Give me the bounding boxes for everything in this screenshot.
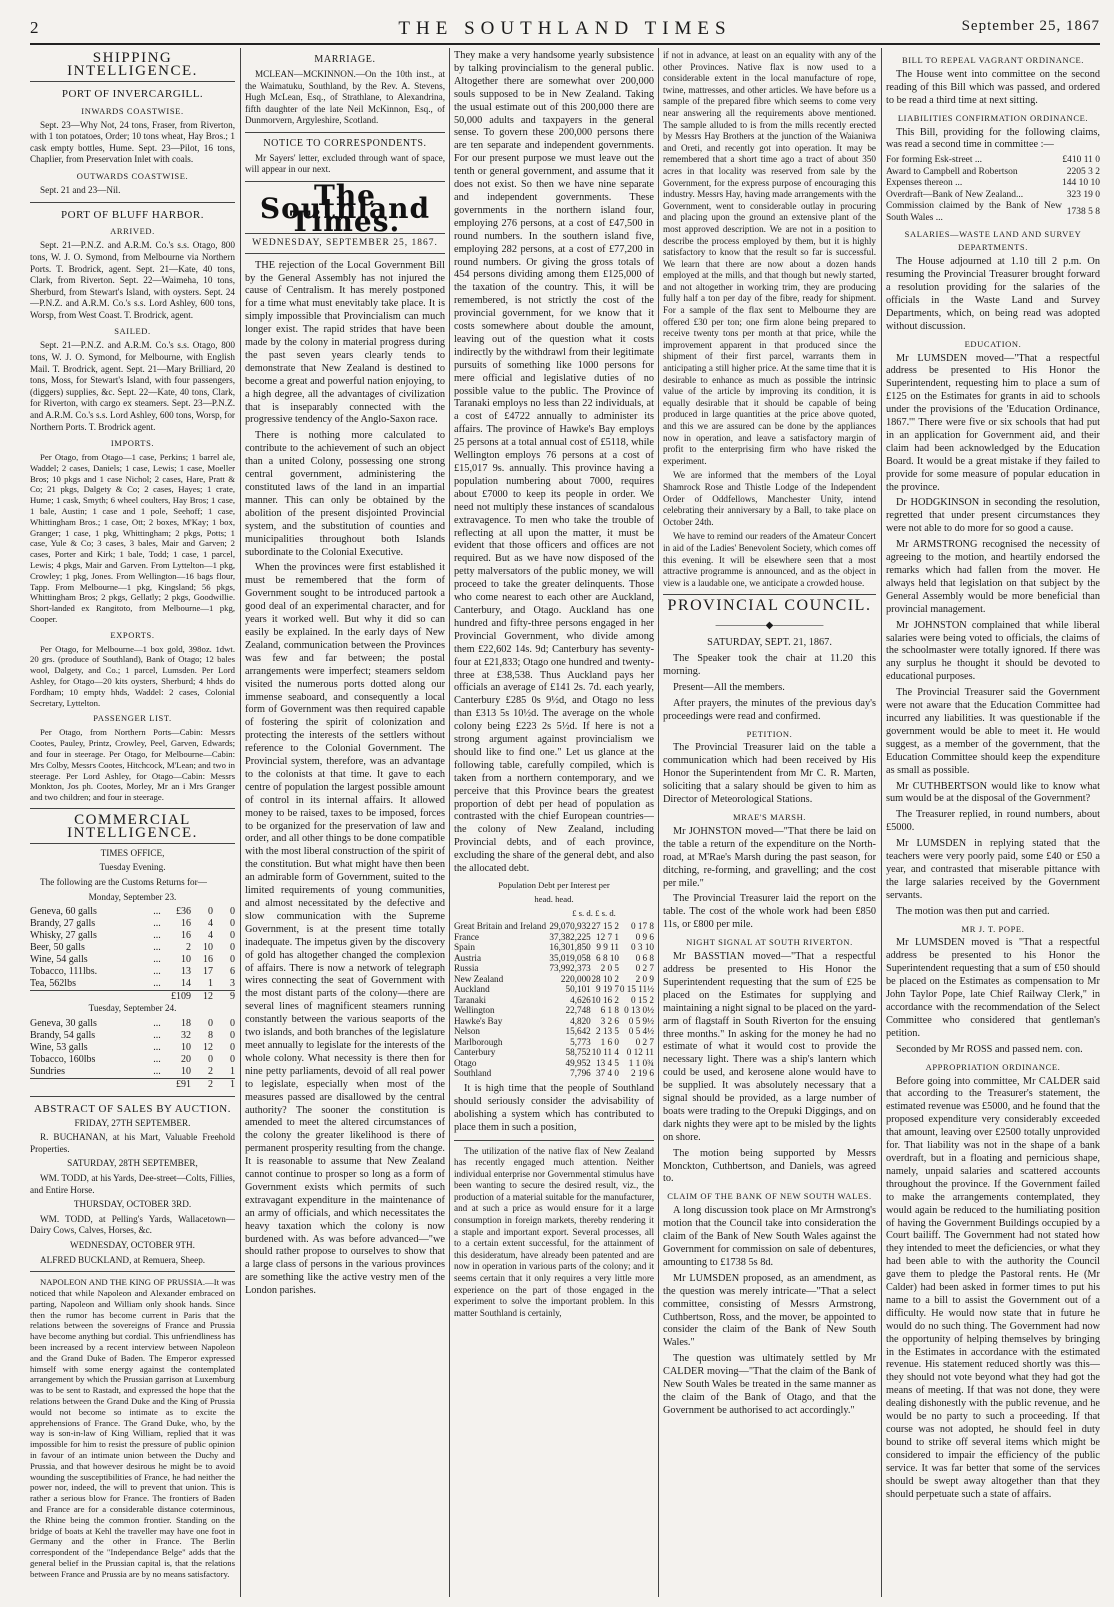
country-name: Spain: [454, 942, 475, 953]
country-name: Southland: [454, 1068, 492, 1079]
issue-date: September 25, 1867: [961, 18, 1100, 34]
column-divider: [881, 48, 882, 1597]
council-paragraph: Present—All the members.: [673, 681, 785, 693]
customs-item: Wine, 54 galls: [30, 954, 88, 966]
editorial-paragraph: They make a very handsome yearly subsistence by talking provincialism to the general public. Altogether there are somewhat over 200,000 souls supposed to be in New Zealand. Taking the usual estimate out of this 200,000 there are 50,000 adults and taxpayers in the general sense. To govern these 200,000 persons there are ten separate and independent governments. For our present purpose we must leave out the tenth or general government, and assume that it does not exist. So then we have nine separate and independent governments. These governments in the northern island four, employing 276 persons, at a cost of £47,500 in round numbers. In the southern island five, employing 282 persons, at a cost of £77,200 in round numbers. Or giving the gross totals of 454 persons dividing among them £125,000 of the taxation of the country. This, it will be remembered, is not strictly the cost of the provincial government, for we know that it costs somewhere about double the amount, leaving out of the question what it costs indirectly by the withdrawl from their legitimate pursuits of something like 1000 persons for mere official and legislative duties of no possible value to the public. The Province of Taranaki employs no less than 22 individuals, at a cost of £4722 annually to administer its affairs. The province of Hawke's Bay employs 25 persons at a total annual cost of £5118, while Wellington employs 76 persons at a cost of £15,017 9s. annually. This province having a population numbering about 7000, requires about £7000 to keep its people in order. We need not multiply these instances of scandalous extravagence. To men who take the trouble of reflecting at all upon the matter, it must be evident that those officers and offices are not required. But as we have now disposed of the petty malversators of the public money, we will proceed to take the greater delinquents. Those who come nearest to each other are Auckland, Canterbury, and Otago. Auckland has one hundred and fifty-three persons engaged in her Provincial Government, who divide among them £22,602 14s. 9d; Canterbury has seventy-four at £21,833; Otago one hundred and twenty-three at £38,538. Thus Auckland pays her officials an average of £141 2s. 7d. each yearly, Canterbury £285 0s 9½d, and Otago no less than £313 5s 10½d. The average on the whole colony being £223 2s 5½d. If here is not a strong argument against provincialism we should like to find one." Let us glance at the following table, carefully compiled, which is taken from a northern contemporary, and we perceive that this Province bears the greatest proportion of debt per head of population as contrasted with the chief European countries—the colony of New Zealand, including Provincial debts, and of each province, excluding the share of the general debt, and also the allocated debt.: [454, 50, 654, 875]
debt-per-head: 10 11 4: [591, 1047, 620, 1058]
pounds: 16: [181, 930, 191, 942]
flax-article: The utilization of the native flax of New Zealand has recently engaged much attention. Neither individual enterprise nor Governmental stimulus have been wanting to secure the desired result, viz., the production of a material suitable for the manufacturer, and at such a price as would ensure for it a large consumption in foreign markets, thereby rendering it a staple and important export. Several processes, all to a certain extent successful, for the attainment of this desideratum, have already been patented and are now in operation in various parts of the colony; and it seems certain that it only requires a very little more experience on the part of those engaged in the experiment to solve the important problem. In this matter Southland is certainly,: [454, 1145, 654, 1318]
customs-row: [30, 1066, 235, 1079]
divider: [30, 1271, 235, 1272]
shillings: 0: [208, 1053, 213, 1065]
leader-dots: ...: [153, 966, 161, 978]
council-paragraph: Mr LUMSDEN proposed, as an amendment, as the question was merely intricate—"That a select committee, consisting of Messrs Armstrong, Cuthbertson, Ross, and the mover, be appointed to consider the claim of the Bank of New South Wales.": [663, 1272, 876, 1349]
total-pence: 1: [213, 1078, 235, 1091]
council-paragraph: The Treasurer replied, in round numbers, about £5000.: [886, 809, 1100, 834]
ledger-row: [886, 190, 1100, 202]
total-spacer: [30, 991, 145, 1004]
masthead: [30, 18, 1100, 40]
liabilities-table: [886, 155, 1100, 224]
shillings: 1: [208, 978, 213, 990]
shillings: 4: [208, 930, 213, 942]
interest-per-head: 0 15 2: [631, 994, 654, 1005]
interest-per-head: 0 2 7: [635, 1036, 654, 1047]
council-paragraph: Mr ARMSTRONG recognised the necessity of agreeing to the motion, and heartily endorsed the remarks which had fallen from the mover. He always held that legislation on that subject by the General Assembly would be more beneficial than provincial management.: [886, 539, 1100, 615]
leader-dots: ...: [153, 1053, 161, 1065]
leader-dots: ...: [153, 1065, 161, 1077]
customs-item: Tea, 562lbs: [30, 978, 76, 990]
interest-per-head: 0 9 6: [635, 931, 654, 942]
divider: [663, 594, 876, 595]
debt-per-head: 12 7 1: [596, 931, 620, 942]
paragraph: Sept. 23—Why Not, 24 tons, Fraser, from Riverton, with 1 ton potatoes, Order; 10 tons wheat, Hay Bros.; 1 cask empty bottles, Hume. Sept. 23—Pilot, 16 tons, Chaplier, from Preservation Inlet with coals.: [30, 119, 235, 165]
pounds: 14: [181, 978, 191, 990]
country-name: Taranaki: [454, 994, 487, 1005]
column-1: [30, 50, 235, 1597]
pence: 1: [230, 1065, 235, 1077]
debt-row: [454, 953, 654, 964]
notice-text: Mr Sayers' letter, excluded through want of space, will appear in our next.: [245, 152, 445, 175]
ledger-row: [886, 201, 1100, 224]
napoleon-article: NAPOLEON AND THE KING OF PRUSSIA.—It was noticed that while Napoleon and Alexander embraced on parting, Napoleon and William only shook hands. Since then the rumor has become current in Paris that the relations between the sovereigns of France and Prussia have become anything but cordial. This unfriendliness has been increased by a recent interview between Napoleon and the Grand Duke of Baden. The Emperor expressed himself with some energy against the contemplated arrangement by which the Prussian garrison at Luxemburg was to be sent to Rastadt, and expressed the hope that the relations between the Grand Duke and the King of Prussia would not become so intimate as to excite the apprehensions of France. The Grand Duke, who, by the way is son-in-law of King William, replied that it was impossible for him to resist the pressure of public opinion in favour of an intimate union between the Duchy and Prussia, and that however desirous he might be to avoid wounding the susceptibilities of France, he had neither the power nor, indeed, the will to prevent that union. This is rather a serious blow for France. The frontiers of Baden and France are for a considerable distance coterminous, the Rhine being the common frontier. Standing on the bridge of boats at Kehl the traveller may have one foot in Germany and the other in France. The Berlin correspondent of the "Independance Belge" adds that the general belief in the Prussian capital is, that the relations between France and Prussia are by no means satisfactory.: [30, 1277, 235, 1579]
ledger-item: Overdraft—Bank of New Zealand...: [886, 189, 1024, 200]
pence: 0: [230, 942, 235, 954]
paragraph: Per Otago, from Otago—1 case, Perkins; 1 barrel ale, Waddel; 2 cases, Daniels; 1 case, Lewis; 1 case, Moeller Bros; 10 pkgs and 1 case Nichol; 2 cases, Hare, Pratt & Co; 21 pkgs, Dalgety & Co; 2 cases, Hayes; 1 crate, Hume; 1 cask, Smyth; 6 wheel coulters, Hay Bros; 1 case, 1 bale, Austin; 1 case and 1 pole, Seehoff; 1 case, Whittingham Bros.; 1 case, Ott; 2 boxes, M'Kay; 1 box, Granger; 1 case, 1 pkg, Whittingham; 2 pkgs, Potts; 1 case, Yule & Co; 3 cases, 3 bales, Mair and Garven; 2 cases, Porter and Kirk; 1 bale, Todd; 1 case, 1 parcel, Lewis; 4 pkgs, Mair and Garven. From Lyttelton—1 pkg, Crowley; 1 pkg, Jones. From Wellington—16 bags flour, Tapp. From Melbourne—1 pkg, Kingsland; 56 pkgs, Whittingham Bros; 2 pkgs, Gellatly; 2 pkgs, Goodwillie. Short-landed ex Rangitoto, from Melbourne—1 pkg, Cooper.: [30, 452, 235, 624]
caption: PASSENGER LIST.: [93, 713, 172, 724]
caption: SALARIES—WASTE LAND AND SURVEY DEPARTMENTS.: [904, 229, 1082, 253]
ball-notice: We are informed that the members of the Loyal Shamrock Rose and Thistle Lodge of the Independent Order of Oddfellows, Manchester Unity, intend celebrating their anniversary by a Ball, to take place on October 24th.: [663, 470, 876, 527]
total-spacer: [145, 1078, 169, 1091]
debt-per-head: 2 13 5: [596, 1026, 620, 1037]
caption: EXPORTS.: [110, 629, 155, 640]
column-3: [454, 50, 654, 1597]
table-units: £ s. d. £ s. d.: [572, 907, 616, 918]
council-paragraph: Mr LUMSDEN moved is "That a respectful address be presented to his Honor the Superintendent requesting that a sum of £50 should be placed on the Estimates as compensation to Mr John Taylor Pope, late Chief Railway Clerk," in accordance with the recommendation of the Select Committee who considered that gentleman's petition.: [886, 937, 1100, 1039]
customs-item: Geneva, 60 galls: [30, 906, 97, 918]
council-paragraph: The House went into committee on the second reading of this Bill which was passed, and ordered to be read a third time at next sitting.: [886, 68, 1100, 106]
customs-item: Whisky, 27 galls: [30, 930, 97, 942]
council-paragraph: Mr JOHNSTON complained that while liberal salaries were being voted to officials, the claims of the schoolmaster were totally ignored. If there was any surplus he thought it should be devoted to educational purposes.: [886, 619, 1100, 683]
auction-list: [30, 1118, 235, 1267]
auction-day: WEDNESDAY, OCTOBER 9TH.: [70, 1239, 195, 1250]
customs-item: Brandy, 54 galls: [30, 1029, 96, 1041]
customs-item: Brandy, 27 galls: [30, 918, 96, 930]
editorial-paragraph: There is nothing more calculated to contribute to the achievement of such an object than a united Colony, possessing one strong central government, administering the constituted laws of the land in an impartial manner. This can only be obtained by the abolition of the present disjointed Provincial system, and the substitution of counties and municipalities throughout both Islands subordinate to the Colonial Executive.: [245, 430, 445, 558]
debt-per-head: 9 9 11: [596, 942, 620, 953]
ledger-row: [886, 167, 1100, 179]
leader-dots: ...: [153, 918, 161, 930]
caption: IMPORTS.: [110, 438, 155, 449]
customs-row: [30, 930, 235, 942]
caption: EDUCATION.: [964, 338, 1022, 349]
population: 29,070,932: [549, 921, 591, 932]
customs-item: Wine, 53 galls: [30, 1041, 88, 1053]
population: 7,796: [570, 1068, 591, 1079]
debt-row: [454, 974, 654, 985]
ledger-amount: 323 19 0: [1066, 189, 1100, 200]
customs-row: [30, 954, 235, 966]
interest-per-head: 2 0 9: [635, 973, 654, 984]
pounds: 13: [181, 966, 191, 978]
ledger-amount: £410 11 0: [1062, 155, 1100, 166]
council-paragraph: Mr LUMSDEN moved—"That a respectful address be presented to His Honor the Superintendent, requesting him to place a sum of £125 on the Estimates for grants in aid to schools under the provisions of the 'Education Ordinance, 1867.'" There were five or six schools that had put in an application for Government aid, and their claim had been acknowledged by the Education Board. It would be a great mistake if they failed to provide for some measure of popular education in the province.: [886, 352, 1100, 493]
council-heading: PROVINCIAL COUNCIL.: [667, 597, 872, 615]
newspaper-title: THE SOUTHLAND TIMES: [398, 18, 732, 39]
interest-per-head: 0 2 7: [635, 963, 654, 974]
office-day: Tuesday Evening.: [99, 862, 166, 873]
debt-row: [454, 921, 654, 932]
debt-per-head: 10 16 2: [591, 994, 620, 1005]
pence: 6: [230, 966, 235, 978]
debt-per-head: 28 10 2: [591, 973, 620, 984]
customs-intro: The following are the Customs Returns for—: [40, 876, 207, 887]
debt-row: [454, 1026, 654, 1037]
column-2: [245, 50, 445, 1597]
shillings: 10: [203, 942, 213, 954]
total-spacer: [30, 1078, 145, 1091]
pounds: 20: [181, 1053, 191, 1065]
caption: INWARDS COASTWISE.: [81, 105, 184, 116]
leader-dots: ...: [153, 930, 161, 942]
debt-per-head: 13 4 5: [596, 1057, 620, 1068]
shillings: 8: [208, 1029, 213, 1041]
customs-total-row: [30, 991, 235, 1004]
total-pounds: £91: [169, 1078, 191, 1091]
customs-row: [30, 918, 235, 930]
auction-day: FRIDAY, 27TH SEPTEMBER.: [74, 1117, 191, 1128]
customs-item: Tobacco, 111lbs.: [30, 966, 98, 978]
caption: CLAIM OF THE BANK OF NEW SOUTH WALES.: [667, 1191, 872, 1202]
top-rule: [30, 43, 1100, 45]
council-paragraph: Seconded by Mr ROSS and passed nem. con.: [896, 1043, 1083, 1055]
population: 4,626: [570, 994, 591, 1005]
caption: LIABILITIES CONFIRMATION ORDINANCE.: [897, 112, 1089, 123]
council-date: SATURDAY, SEPT. 21, 1867.: [707, 637, 832, 649]
council-paragraph: The motion being supported by Messrs Monckton, Cuthbertson, and Daniels, was agreed to.: [663, 1147, 876, 1185]
total-spacer: [145, 991, 169, 1004]
paragraph: Sept. 21—P.N.Z. and A.R.M. Co.'s s.s. Otago, 800 tons, W. J. O. Symond, from Melbourne via Northern Ports. T. Brodrick, agent. Sept. 21—Kate, 40 tons, Clark, from Riverton. Sept. 22—Waimeha, 10 tons, Sherburd, from Stewart's Island, with oysters. Sept. 24—P.N.Z. and A.R.M. Co.'s s.s. Lord Ashley, 600 tons, Worsp, from West Coast. T. Brodrick, agent.: [30, 240, 235, 320]
pounds: £36: [176, 906, 191, 918]
population: 4,820: [570, 1015, 591, 1026]
auction-heading: ABSTRACT OF SALES BY AUCTION.: [34, 1102, 231, 1115]
pounds: 10: [181, 954, 191, 966]
council-paragraph: The question was ultimately settled by Mr CALDER moving—"That the claim of the Bank of New South Wales be treated in the same manner as the claim of the Bank of Otago, and that the Government be authorised to act accordingly.": [663, 1353, 876, 1416]
customs-item: Sundries: [30, 1065, 65, 1077]
customs-item: Tobacco, 160lbs: [30, 1053, 96, 1065]
ledger-item: Expenses thereon ...: [886, 178, 963, 189]
country-name: New Zealand: [454, 973, 504, 984]
debt-per-head: 6 1 8: [600, 1005, 620, 1016]
paragraph: Per Otago, for Melbourne—1 box gold, 398oz. 1dwt. 20 grs. (produce of Southland), Bank of Otago; 12 bales wool, Dalgety, and Co.; 1 parcel, Lumsden. Per Lord Ashley, for Otago—20 kits oysters, Sherburd; 4 hhds do Fordham; 10 empty hhds, Waddel: 2 cases, Colonial Secretary, Lyttelton.: [30, 643, 235, 708]
total-pounds: £109: [171, 991, 191, 1003]
debt-row: [454, 1058, 654, 1069]
column-4: [663, 50, 876, 1597]
caption: BILL TO REPEAL VAGRANT ORDINANCE.: [901, 55, 1085, 65]
interest-per-head: 0 12 11: [626, 1047, 654, 1058]
population: 50,101: [565, 984, 591, 995]
table-caption-2: head. head.: [534, 893, 574, 904]
caption: MRAE'S MARSH.: [732, 812, 807, 822]
divider: [245, 132, 445, 133]
caption: NIGHT SIGNAL AT SOUTH RIVERTON.: [686, 937, 853, 948]
council-paragraph: The motion was then put and carried.: [896, 905, 1050, 917]
pence: 0: [230, 1017, 235, 1029]
ledger-item: For forming Esk-street ...: [886, 155, 983, 166]
council-paragraph: The Provincial Treasurer said the Government were not aware that the Education Committee had incurred any liabilities. It was questionable if the government would be able to meet it. He would suggest, as a member of the government, that the Education Committee should keep the expenditure as small as possible.: [886, 687, 1100, 776]
leader-dots: ...: [153, 1029, 161, 1041]
population: 58,752: [565, 1047, 591, 1058]
population: 5,773: [570, 1036, 591, 1047]
debt-row: [454, 995, 654, 1006]
interest-per-head: 0 13 0½: [624, 1005, 654, 1016]
debt-per-head: 9 19 7: [596, 984, 620, 995]
shillings: 16: [203, 954, 213, 966]
council-paragraph: Mr LUMSDEN in replying stated that the teachers were very poorly paid, some £40 or £50 a year, and contrasted that miserable pittance with the large salaries received by the Government servants.: [886, 838, 1100, 901]
debt-per-head: 27 15 2: [591, 921, 620, 932]
caption: SAILED.: [114, 326, 151, 337]
population: 49,952: [565, 1057, 591, 1068]
editorial-paragraph: It is high time that the people of Southland should seriously consider the advisability of abolishing a system which has contributed to place them in such a position,: [454, 1082, 654, 1133]
concert-notice: We have to remind our readers of the Amateur Concert in aid of the Ladies' Benevolent Society, which comes off this evening. It will be elsewhere seen that a most attractive programme is announced, and as the object in view is a laudable one, we anticipate a crowded house.: [663, 531, 876, 588]
debt-row: [454, 1047, 654, 1058]
debt-per-head: 3 2 6: [600, 1015, 620, 1026]
pence: 0: [230, 1041, 235, 1053]
editorial-paragraph: THE rejection of the Local Government Bill by the General Assembly has not injured the cause of Centralism. It has merely postponed for a time what must enevitably take place. It is simply impossible that Provincialism can much longer exist. The rapid strides that have been made by the colony in material progress during the past seven years clearly tends to demonstrate that New Zealand is destined to become a great and powerful nation enjoying, to a high degree, all the advantages of civilization that is inseparably connected with the progressive tendency of the Anglo-Saxon race.: [245, 259, 445, 426]
ledger-row: [886, 155, 1100, 167]
auction-entry: R. BUCHANAN, at his Mart, Valuable Freehold Properties.: [30, 1132, 235, 1154]
shillings: 0: [208, 906, 213, 918]
customs-table-monday: [30, 906, 235, 1003]
interest-per-head: 2 19 6: [631, 1068, 654, 1079]
country-name: Hawke's Bay: [454, 1015, 503, 1026]
caption: APPROPRIATION ORDINANCE.: [925, 1061, 1061, 1072]
customs-row: [30, 966, 235, 978]
debt-table: [454, 921, 654, 1079]
debt-row: [454, 932, 654, 943]
council-paragraph: Mr BASSTIAN moved—"That a respectful address be presented to His Honor the Superintendent requesting that the sum of £25 be placed on the Estimates for supplying and maintaining a night signal to be placed on the yard-arm of flagstaff in South Riverton for the ensuing three months." In asking for the money he had no estimate of what it would cost to provide the necessary light. There was a ship's lantern which could be used, and kerosene alone would have to be supplied. It was absolutely necessary that a signal should be provided, as a large number of boats were trading to the Orepuki Diggings, and on dark nights they were apt to be misled by the lights on shore.: [663, 951, 876, 1143]
customs-row: [30, 1030, 235, 1042]
divider: [30, 202, 235, 203]
editorial-paragraph: When the provinces were first established it must be remembered that the form of Government sought to be introduced partook a good deal of an experimental character, and for years it worked well. But why it did so can easily be explained. In the early days of New Zealand, communication between the Provinces was few and far between; the postal arrangements were imperfect; steamers seldom visited the numerous ports dotted along our immense seaboard, and consequently a local form of Government was then required capable of fostering the spirit of colonization and protecting the interests of the settlers without reference to the Colonial Government. The Provincial system, therefore, was an advantage to the colonists at that time. It gave to each centre of population the largest possible amount of control in its internal affairs. It allowed money to be raised, taxes to be imposed, forces to be organized for the preservation of law and order, and all other things to be done compatible with the most liberal construction of the spirit of the constitution. But what might have then been an admirable form of Government, suited to the limited requirements of young communities, and almost necessitated by the defective and slow communication with the Supreme Government, is at the present time totally inadequate. The impetus given by the discovery of gold has altogether changed the complexion of affairs. There is now a network of telegraph wires connecting the seat of Government with the most distant parts of the colony—there are several lines of magnificent steamers running constantly between the various seaports of the two islands, and both branches of the legislature meet annually to legislate for the interests of the whole colony. What necessity is there then for nine petty parliaments, devoid of all real power to legislate, especially when most of the measures passed are disallowed by the central authority? The sooner the constitution is amended to meet the altered circumstances of the colony the greater likelihood is there of permanent prosperity resulting from the change. It is reasonable to assume that New Zealand cannot continue to prosper so long as a form of Government exists which permits of such extravagant expenditure in the maintenance of an army of officials, and which necessitates the heavy taxation which the colony is now burdened with. As was before advanced—"we should rather propose to ourselves to show that a large class of persons in the various provinces are something like the active vestry men of the London parishes.: [245, 562, 445, 1297]
ledger-amount: 1738 5 8: [1066, 207, 1100, 218]
paragraph: Per Otago, from Northern Ports—Cabin: Messrs Cootes, Pauley, Printz, Crowley, Peel, Garven, Edwards; and four in steerage. Per Otago, for Melbourne—Cabin: Mrs Colby, Messrs Cootes, Hitchcock, M'Lean; and two in steerage. Per Lord Ashley, for Otago—Cabin: Messrs Monkton, Jos ph. Cootes, Morley, Mr an i Mrs Granger and two children; and four in steerage.: [30, 727, 235, 803]
pounds: 16: [181, 918, 191, 930]
pence: 0: [230, 1029, 235, 1041]
leader-dots: ...: [153, 1017, 161, 1029]
column-5: [886, 50, 1100, 1597]
paragraph: Sept. 21—P.N.Z. and A.R.M. Co.'s s.s. Otago, 800 tons, W. J. O. Symond, for Melbourne, with English Mail. T. Brodrick, agent. Sept. 21—Mary Brilliard, 20 tons, Moss, for Stewart's Island, with four passengers, (diggers) supplies, &c. Sept. 22—Kate, 40 tons, Clark, for Riverton, with cargo ex steamers. Sept. 23—P.N.Z. and A.R.M. Co.'s s.s. Lord Ashley, 600 tons, Worsp, for Northern Ports. T. Brodrick agent.: [30, 340, 235, 432]
ledger-amount: 2205 3 2: [1066, 166, 1100, 177]
leader-dots: ...: [153, 978, 161, 990]
debt-row: [454, 1005, 654, 1016]
commercial-heading: COMMERCIAL INTELLIGENCE.: [30, 814, 235, 844]
auction-day: THURSDAY, OCTOBER 3RD.: [73, 1199, 192, 1210]
shipping-heading: SHIPPING INTELLIGENCE.: [30, 52, 235, 82]
leader-dots: ...: [153, 954, 161, 966]
population: 220,000: [560, 973, 591, 984]
pounds: 32: [181, 1029, 191, 1041]
debt-per-head: 2 0 5: [600, 963, 620, 974]
pence: 3: [230, 978, 235, 990]
population: 73,992,373: [549, 963, 591, 974]
divider: [30, 808, 235, 809]
ledger-row: [886, 178, 1100, 190]
table-caption: Population Debt per Interest per: [498, 880, 610, 890]
divider: [454, 1140, 654, 1141]
country-name: Otago: [454, 1057, 477, 1068]
council-paragraph: Before going into committee, Mr CALDER said that according to the Treasurer's statement, the estimated revenue was £5000, and he found that the proposed expenditure very considerably exceeded that amount, leaving over £2500 totally unprovided for. That liability was not in the shape of a bank overdraft, but in a floating and pernicious shape, namely, unpaid salaries and scattered accounts throughout the province. If the Government failed to make the arrangements contemplated, they would again be reduced to the humiliating position of having the Government Buildings occupied by a Court bailiff. The Government had not stated how they intended to meet the deficiencies, or what they had been able to with the authority the Council gave them to pledge the Pastoral rents. He (Mr Calder) had been asked in former times to put his name to a bill to assist the Government out of a difficulty. He would now state that in future he would do no such thing. The Government had now the opportunity of helping themselves by bringing in the Estimates in accordance with the estimated revenue. His statement reduced shortly was this—they should not vote beyond what they had got the means of meeting. If that was not done, they were dealing dishonestly with the public revenue, and he would be no party to such a proceeding. If that course was not adopted, he should feel in duty bound to strike off several items which might be considered to impair the efficiency of the public service. It was far better that some of the services should be swept away altogether than that they should perpetuate such a state of affairs.: [886, 1075, 1100, 1500]
population: 15,642: [565, 1026, 591, 1037]
interest-per-head: 0 5 9½: [628, 1015, 654, 1026]
council-paragraph: Mr CUTHBERTSON would like to know what sum would be at the disposal of the Government?: [886, 780, 1100, 805]
country-name: Canterbury: [454, 1047, 496, 1058]
column-divider: [449, 48, 450, 1597]
interest-per-head: 0 5 4½: [628, 1026, 654, 1037]
shillings: 12: [203, 1041, 213, 1053]
country-name: France: [454, 931, 479, 942]
country-name: Marlborough: [454, 1036, 503, 1047]
leader-dots: ...: [153, 1041, 161, 1053]
ornament-rule: —————◆—————: [715, 620, 824, 632]
shillings: 2: [208, 1065, 213, 1077]
population: 16,301,850: [549, 942, 591, 953]
shillings: 17: [203, 966, 213, 978]
customs-row: [30, 906, 235, 918]
newspaper-logo: The Southland Times.: [259, 178, 431, 238]
page-number: 2: [30, 18, 39, 37]
council-paragraph: A long discussion took place on Mr Armstrong's motion that the Council take into consideration the claim of the Bank of New South Wales against the Government for commission on sale of debentures, amounting to £1738 5s 8d.: [663, 1205, 876, 1268]
notice-heading: NOTICE TO CORRESPONDENTS.: [263, 137, 427, 149]
leader-dots: ...: [153, 906, 161, 918]
column-divider: [240, 48, 241, 1597]
leader-dots: ...: [153, 942, 161, 954]
editorial-dateline: WEDNESDAY, SEPTEMBER 25, 1867.: [245, 233, 445, 254]
population: 22,748: [565, 1005, 591, 1016]
population: 35,019,058: [549, 952, 591, 963]
debt-row: [454, 1016, 654, 1027]
council-paragraph: The Provincial Treasurer laid the report on the table. The cost of the whole work had been £850 11s, or £800 per mile.: [663, 893, 876, 931]
customs-row: [30, 1018, 235, 1030]
customs-row: [30, 1054, 235, 1066]
country-name: Wellington: [454, 1005, 495, 1016]
debt-row: [454, 1068, 654, 1079]
divider: [30, 1096, 235, 1097]
council-paragraph: Mr JOHNSTON moved—"That there be laid on the table a return of the expenditure on the North-road, at M'Rae's Marsh during the past season, for ditching, re-forming, and gravelling; and the cost per mile.": [663, 825, 876, 889]
pounds: 10: [181, 1065, 191, 1077]
customs-row: [30, 978, 235, 991]
total-shillings: 2: [191, 1078, 213, 1091]
debt-row: [454, 984, 654, 995]
debt-per-head: 6 8 10: [596, 952, 620, 963]
debt-row: [454, 942, 654, 953]
invercargill-heading: PORT OF INVERCARGILL.: [61, 87, 204, 100]
interest-per-head: 0 17 8: [631, 921, 654, 932]
pounds: 2: [186, 942, 191, 954]
paragraph: Sept. 21 and 23—Nil.: [40, 184, 121, 195]
customs-table-tuesday: [30, 1018, 235, 1091]
council-paragraph: This Bill, providing for the following claims, was read a second time in committee :—: [886, 126, 1100, 151]
customs-row: [30, 942, 235, 954]
council-paragraph: The Speaker took the chair at 11.20 this morning.: [663, 653, 876, 677]
interest-per-head: 1 1 0¾: [628, 1057, 654, 1068]
bluff-heading: PORT OF BLUFF HARBOR.: [61, 208, 204, 221]
customs-item: Beer, 50 galls: [30, 942, 85, 954]
shillings: 0: [208, 1017, 213, 1029]
population: 37,382,225: [549, 931, 591, 942]
caption: PETITION.: [746, 728, 793, 739]
tuesday-label: Tuesday, September 24.: [88, 1003, 177, 1014]
auction-entry: WM. TODD, at his Yards, Dee-street—Colts, Fillies, and Entire Horse.: [30, 1173, 235, 1195]
country-name: Great Britain and Ireland: [454, 921, 547, 932]
auction-day: SATURDAY, 28TH SEPTEMBER,: [67, 1158, 198, 1169]
customs-total-row: [30, 1078, 235, 1091]
interest-per-head: 0 3 10: [631, 942, 654, 953]
auction-entry: ALFRED BUCKLAND, at Remuera, Sheep.: [40, 1254, 206, 1265]
monday-label: Monday, September 23.: [88, 891, 177, 902]
country-name: Austria: [454, 952, 482, 963]
caption: MR J. T. POPE.: [961, 923, 1025, 934]
debt-row: [454, 963, 654, 974]
pence: 0: [230, 1053, 235, 1065]
total-pence: 9: [213, 991, 235, 1004]
auction-entry: WM. TODD, at Pelling's Yards, Wallacetown—Dairy Cows, Calves, Horses, &c.: [30, 1213, 235, 1236]
pounds: 18: [181, 1017, 191, 1029]
pounds: 10: [181, 1041, 191, 1053]
ledger-item: Award to Campbell and Robertson: [886, 166, 1018, 177]
interest-per-head: 0 6 8: [635, 952, 654, 963]
debt-row: [454, 1037, 654, 1048]
ledger-item: Commission claimed by the Bank of New South Wales ...: [886, 201, 1062, 223]
pence: 0: [230, 906, 235, 918]
council-paragraph: After prayers, the minutes of the previous day's proceedings were read and confirmed.: [663, 697, 876, 722]
flax-article-continued: if not in advance, at least on an equality with any of the other Provinces. Native flax is now used to a considerable extent in the local manufacture of rope, twine, mattresses, and other articles. We have before us a sample of the prepared fibre which seems to come very near answering all the requirements above mentioned. The sample alluded to is from the mills recently erected by Messrs Hay Brothers at the junction of the Waianiwa and Oreti, and recently got into operation. It may be remembered that a short time ago a tract of about 350 acres in that locality was reserved from sale by the Government, for the express purpose of encouraging this industry. Messrs Hay, having made arrangements with the Government, went to considerable outlay in procuring and placing upon the ground an extensive plant of the most approved description. We are not in a position to describe the process employed by them, but it is highly satisfactory to know that the result so far is successful. We learn that there are now about a dozen hands employed at the mills, and that though but newly started, and not altogether in working trim, they are producing fully half a ton per day of the fibre, ready for shipment. For a sample of the flax sent to Melbourne they are offered £30 per ton; one firm alone being prepared to receive twenty tons per month at that price, while the improvement apparent in that produced since the shipment of their first parcel, warrants them in anticipating a still higher price. At the same time that it is desirable to enhance as much as possible the intrinsic value of the article by improving its condition, it is equally desirable that it should be capable of being produced in large quantities at the price above quoted, and this we are assured can be done by the appliances now in operation, and leave a satisfactory margin of profit to the enterprising firm who have risked the experiment.: [663, 50, 876, 466]
column-divider: [658, 48, 659, 1597]
total-shillings: 12: [191, 991, 213, 1004]
council-paragraph: The House adjourned at 1.10 till 2 p.m. On resuming the Provincial Treasurer brought forward a resolution providing for the salaries of the officials in the Waste Land and Survey Departments, which, on being read was adopted without discussion.: [886, 256, 1100, 332]
marriage-heading: MARRIAGE.: [314, 54, 376, 65]
marriage-notice: MCLEAN—MCKINNON.—On the 10th inst., at the Waimatuku, Southland, by the Rev. A. Stevens, Hugh McLean, Esq., of Strathlane, to Alexandrina, fifth daughter of the late Neil McKinnon, Esq., of Dunmorvern, Argyleshire, Scotland.: [245, 68, 445, 126]
council-paragraph: The Provincial Treasurer laid on the table a communication which had been received by His Honor the Superintendent from Mr C. R. Marten, soliciting that a salary should be given to him as Director of Meteorological Stations.: [663, 742, 876, 806]
pence: 0: [230, 954, 235, 966]
office-line: TIMES OFFICE,: [100, 847, 165, 858]
customs-row: [30, 1042, 235, 1054]
country-name: Russia: [454, 963, 479, 974]
council-paragraph: Dr HODGKINSON in seconding the resolution, regretted that under present circumstances they were not able to do more for so good a cause.: [886, 497, 1100, 535]
country-name: Auckland: [454, 984, 490, 995]
ledger-amount: 144 10 10: [1062, 178, 1100, 189]
debt-per-head: 37 4 0: [596, 1068, 620, 1079]
caption: OUTWARDS COASTWISE.: [76, 171, 189, 181]
caption: ARRIVED.: [110, 226, 155, 237]
shillings: 4: [208, 918, 213, 930]
pence: 0: [230, 930, 235, 942]
debt-per-head: 1 6 0: [600, 1036, 620, 1047]
interest-per-head: 0 15 11½: [619, 984, 654, 995]
pence: 0: [230, 918, 235, 930]
customs-item: Geneva, 30 galls: [30, 1017, 97, 1029]
country-name: Nelson: [454, 1026, 481, 1037]
